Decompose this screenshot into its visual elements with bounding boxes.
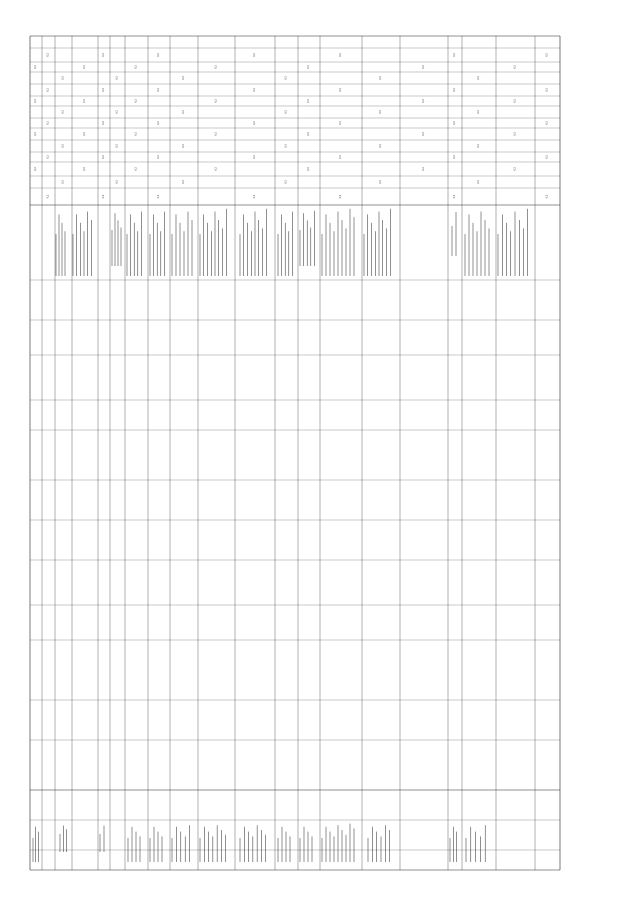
cell-value: 0,2 bbox=[46, 155, 50, 159]
cell-value: 0,2 bbox=[453, 53, 456, 57]
cell-value: 0,2 bbox=[339, 155, 342, 159]
cell-value: 0,2 bbox=[102, 121, 105, 125]
cell-value: 0,2 bbox=[422, 99, 425, 103]
cell-value: 0,2 bbox=[339, 88, 342, 92]
cell-value: 0,2 bbox=[253, 155, 256, 159]
cell-value: 0,2 bbox=[545, 88, 549, 92]
cell-value: 0,2 bbox=[284, 76, 288, 80]
cell-value: 0,2 bbox=[339, 53, 342, 57]
cell-value: 0,2 bbox=[157, 88, 160, 92]
cell-value: 0,2 bbox=[102, 194, 105, 199]
cell-value: 0,2 bbox=[214, 167, 218, 171]
cell-value: 0,2 bbox=[182, 76, 185, 80]
cell-value: 0,2 bbox=[379, 110, 382, 114]
cell-value: 0,2 bbox=[182, 180, 185, 184]
cell-value: 0,2 bbox=[102, 53, 105, 57]
cell-value: 0,2 bbox=[545, 53, 549, 57]
cell-value: 0,2 bbox=[157, 121, 160, 125]
cell-value: 0,2 bbox=[34, 65, 37, 69]
cell-value: 0,2 bbox=[83, 132, 86, 136]
cell-value: 0,2 bbox=[513, 167, 517, 171]
cell-value: 0,2 bbox=[61, 76, 65, 80]
cell-value: 0,2 bbox=[379, 144, 382, 148]
cell-value: 0,2 bbox=[61, 144, 65, 148]
cell-value: 0,2 bbox=[102, 155, 105, 159]
table-text-blocks bbox=[33, 209, 528, 862]
cell-value: 0,2 bbox=[214, 99, 218, 103]
cell-value: 0,2 bbox=[214, 132, 218, 136]
cell-value: 0,2 bbox=[545, 194, 549, 199]
cell-value: 0,2 bbox=[513, 65, 517, 69]
cell-value: 0,2 bbox=[453, 121, 456, 125]
cell-value: 0,2 bbox=[253, 53, 256, 57]
cell-value: 0,2 bbox=[477, 110, 480, 114]
cell-value: 0,2 bbox=[182, 144, 185, 148]
cell-value: 0,2 bbox=[453, 194, 456, 199]
cell-value: 0,2 bbox=[339, 121, 342, 125]
cell-value: 0,2 bbox=[253, 194, 256, 199]
cell-value: 0,2 bbox=[284, 180, 288, 184]
cell-value: 0,2 bbox=[307, 132, 310, 136]
cell-value: 0,2 bbox=[422, 132, 425, 136]
cell-value: 0,2 bbox=[157, 53, 160, 57]
cell-value: 0,2 bbox=[34, 167, 37, 171]
table-column-lines bbox=[42, 36, 535, 870]
cell-value: 0,2 bbox=[46, 194, 50, 199]
cell-value: 0,2 bbox=[115, 144, 119, 148]
cell-value: 0,2 bbox=[545, 155, 549, 159]
cell-value: 0,2 bbox=[102, 88, 105, 92]
cell-value: 0,2 bbox=[214, 65, 218, 69]
cell-value: 0,2 bbox=[134, 167, 138, 171]
cell-value: 0,2 bbox=[453, 155, 456, 159]
cell-value: 0,2 bbox=[545, 121, 549, 125]
cell-value: 0,2 bbox=[61, 110, 65, 114]
cell-value: 0,2 bbox=[46, 121, 50, 125]
cell-value: 0,2 bbox=[115, 180, 119, 184]
cell-value: 0,2 bbox=[157, 155, 160, 159]
cell-value: 0,2 bbox=[157, 194, 160, 199]
cell-value: 0,2 bbox=[115, 76, 119, 80]
cell-value: 0,2 bbox=[379, 76, 382, 80]
cell-value: 0,2 bbox=[513, 132, 517, 136]
cell-value: 0,2 bbox=[513, 99, 517, 103]
cell-value: 0,2 bbox=[379, 180, 382, 184]
cell-value: 0,2 bbox=[339, 194, 342, 199]
cell-value: 0,2 bbox=[115, 110, 119, 114]
cell-value: 0,2 bbox=[134, 132, 138, 136]
cell-value: 0,2 bbox=[182, 110, 185, 114]
cell-value: 0,2 bbox=[83, 99, 86, 103]
cell-value: 0,2 bbox=[46, 88, 50, 92]
cell-value: 0,2 bbox=[477, 180, 480, 184]
table-frame bbox=[30, 36, 560, 870]
cell-value: 0,2 bbox=[34, 99, 37, 103]
cell-value: 0,2 bbox=[46, 53, 50, 57]
cell-value: 0,2 bbox=[453, 88, 456, 92]
cell-value: 0,2 bbox=[307, 65, 310, 69]
table-row-lines bbox=[30, 48, 560, 850]
cell-value: 0,2 bbox=[34, 132, 37, 136]
cell-value: 0,2 bbox=[477, 144, 480, 148]
cell-value: 0,2 bbox=[422, 167, 425, 171]
cell-value: 0,2 bbox=[253, 88, 256, 92]
cell-value: 0,2 bbox=[134, 65, 138, 69]
table-cell-text bbox=[34, 53, 549, 199]
cell-value: 0,2 bbox=[253, 121, 256, 125]
cell-value: 0,2 bbox=[284, 110, 288, 114]
cell-value: 0,2 bbox=[307, 99, 310, 103]
cell-value: 0,2 bbox=[284, 144, 288, 148]
cell-value: 0,2 bbox=[83, 167, 86, 171]
cell-value: 0,2 bbox=[61, 180, 65, 184]
cell-value: 0,2 bbox=[134, 99, 138, 103]
cell-value: 0,2 bbox=[83, 65, 86, 69]
cell-value: 0,2 bbox=[477, 76, 480, 80]
cell-value: 0,2 bbox=[307, 167, 310, 171]
cell-value: 0,2 bbox=[422, 65, 425, 69]
